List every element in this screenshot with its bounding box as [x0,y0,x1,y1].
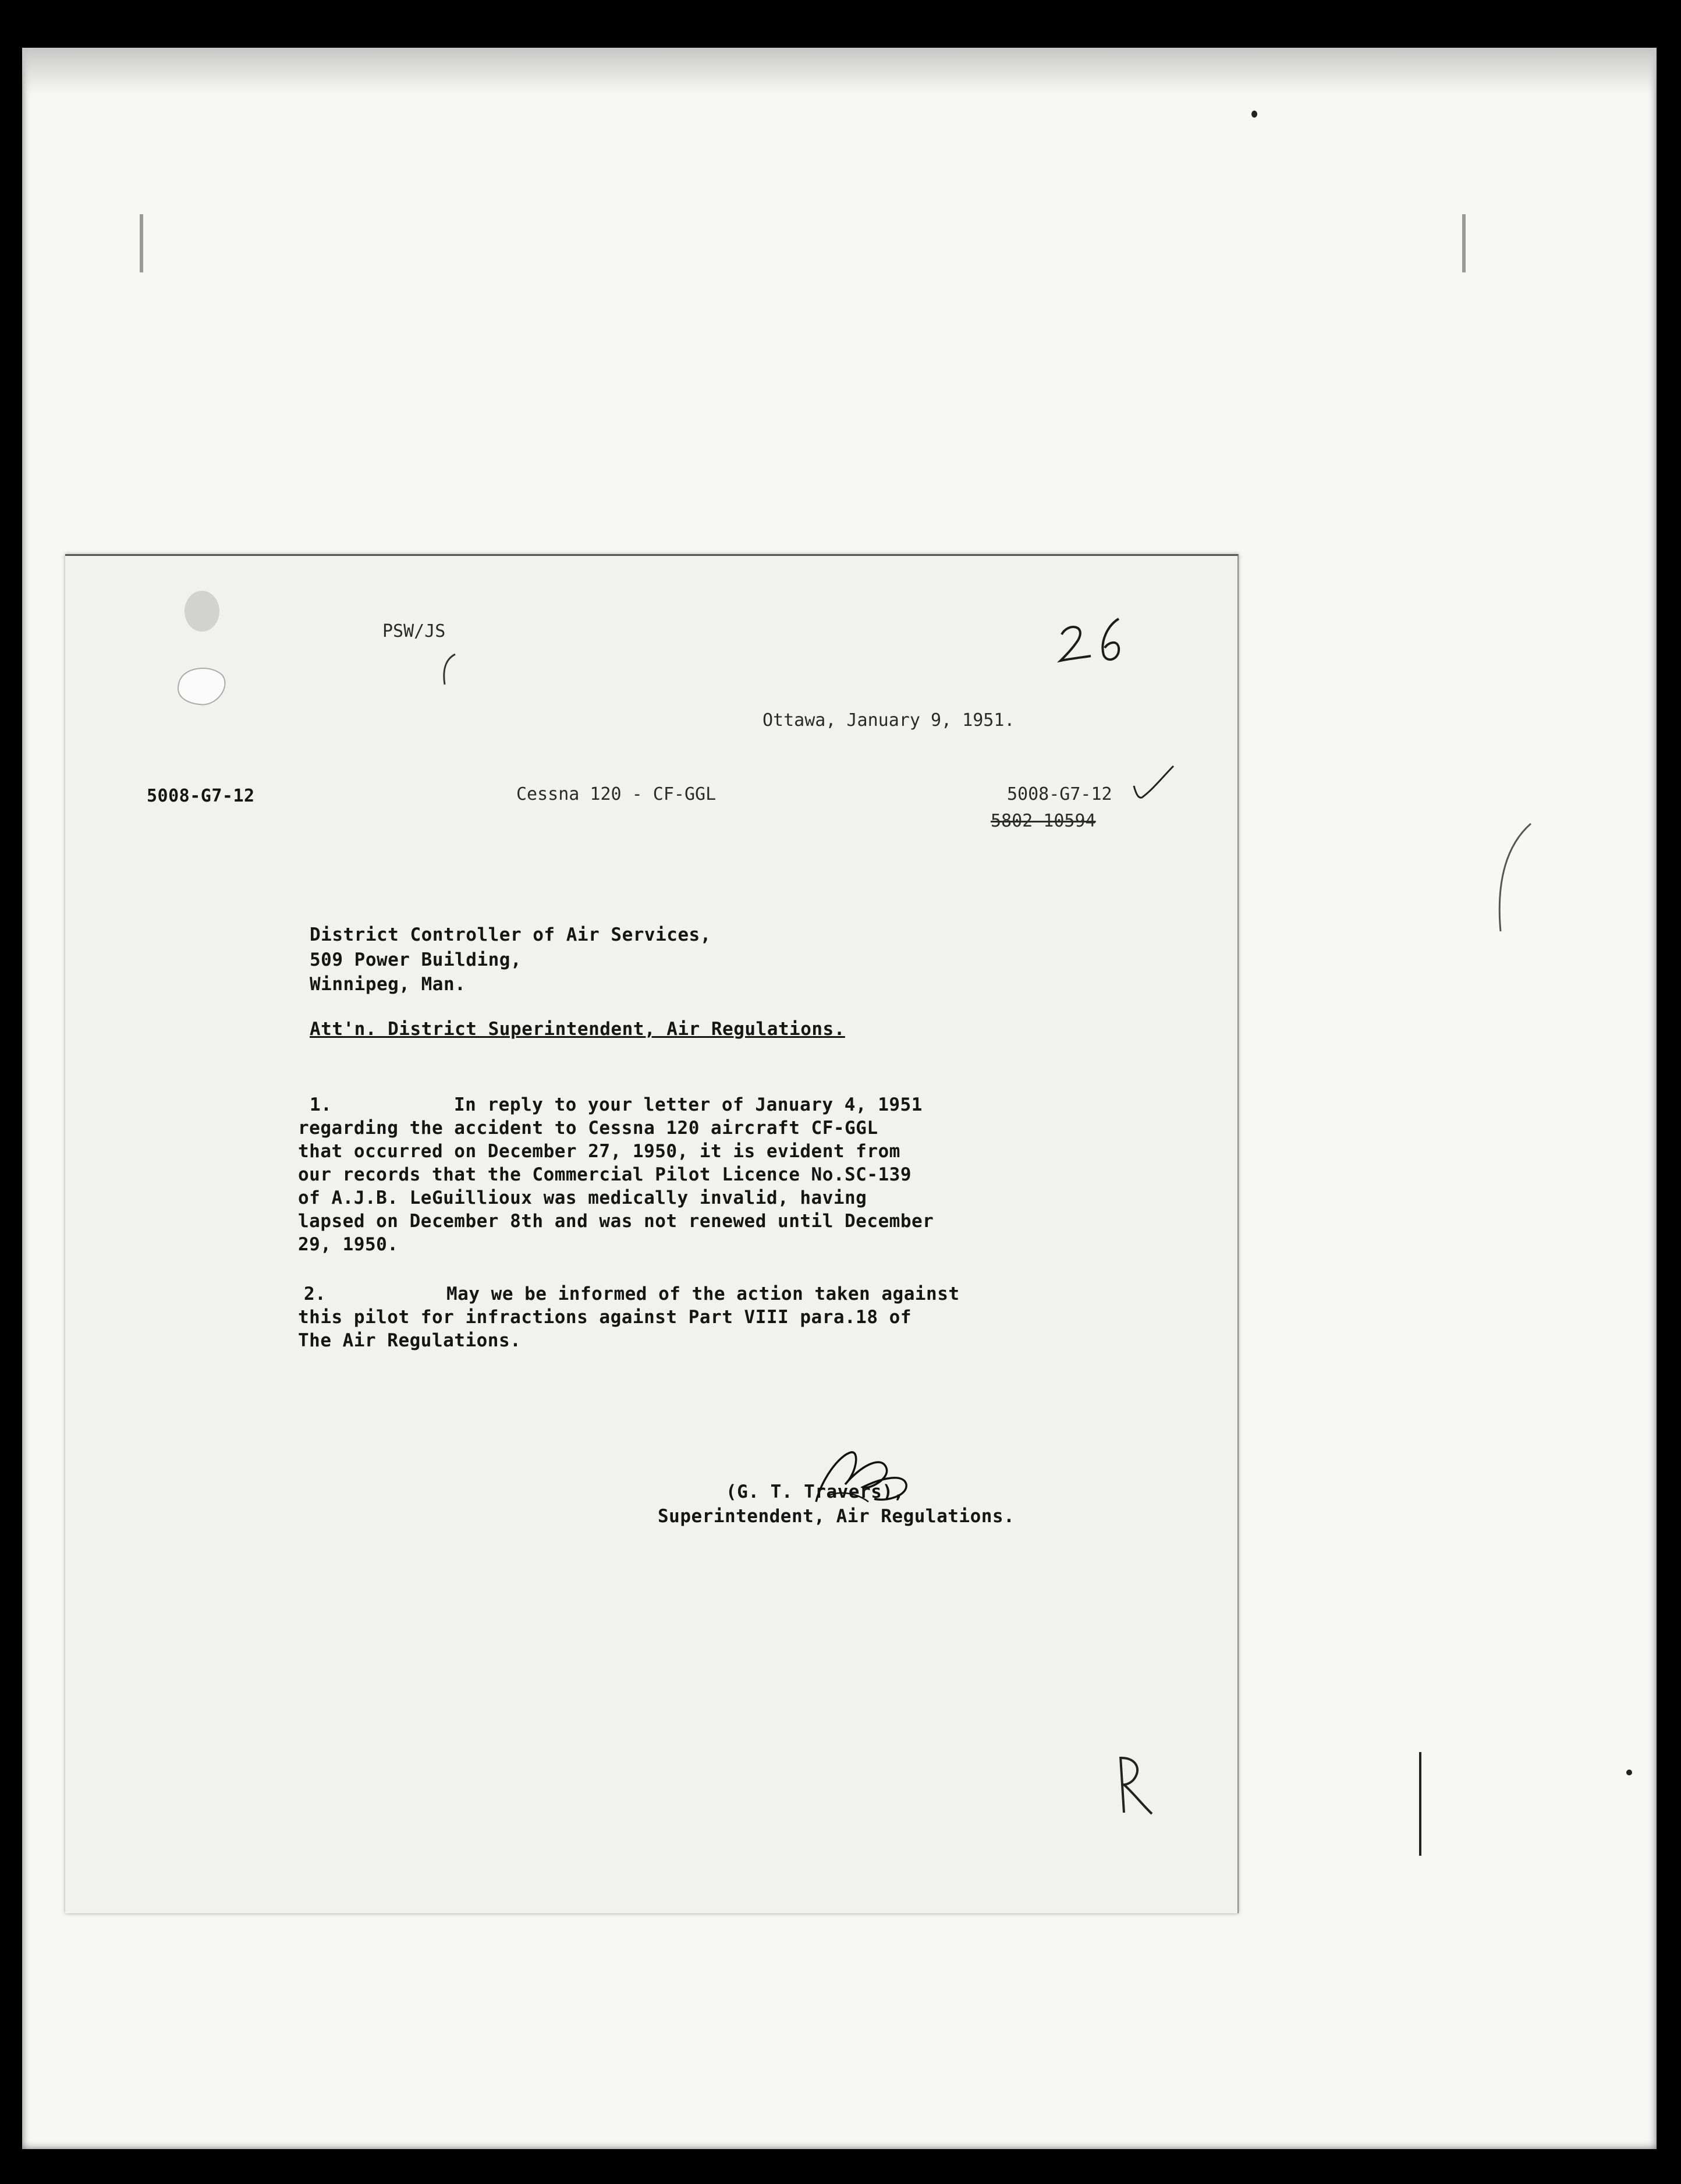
typist-initials: PSW/JS [382,621,446,641]
attention-line: Att'n. District Superintendent, Air Regulations. [310,1019,845,1040]
handwritten-initial [1110,1752,1157,1816]
scan-speck [1251,111,1257,118]
addressee-line: 509 Power Building, [310,949,522,970]
letter-sheet [65,554,1239,1913]
paragraph-1-line: In reply to your letter of January 4, 1951 [454,1094,923,1115]
signature-name: (G. T. Travers), [726,1481,905,1502]
addressee-line: District Controller of Air Services, [310,924,711,945]
file-number-left: 5008-G7-12 [147,786,255,806]
paragraph-2-line: The Air Regulations. [298,1330,522,1351]
paragraph-1-line: our records that the Commercial Pilot Licence No.SC-139 [298,1164,912,1185]
paragraph-2-line: this pilot for infractions against Part VIII para.18 of [298,1307,912,1328]
paragraph-1-line: of A.J.B. LeGuillioux was medically invalid, having [298,1187,867,1208]
file-number-right: 5008-G7-12 [1007,784,1112,804]
corner-mark-top-left [140,214,143,272]
subject-line: Cessna 120 - CF-GGL [516,784,717,804]
scan-speck [1626,1770,1632,1775]
paragraph-number: 2. [304,1284,327,1304]
pen-checkmark [1130,763,1177,803]
scan-shadow [22,48,1657,94]
pen-tick [438,652,461,687]
signature-title: Superintendent, Air Regulations. [658,1506,1015,1527]
scan-speck [185,591,219,632]
letter-date: Ottawa, January 9, 1951. [763,710,1015,731]
handwritten-page-number [1055,614,1130,666]
paragraph-1-line: regarding the accident to Cessna 120 aircraft CF-GGL [298,1118,878,1139]
paragraph-1-line: lapsed on December 8th and was not renewed until December [298,1211,934,1232]
corner-mark-top-right [1462,214,1466,272]
paragraph-1-line: 29, 1950. [298,1234,399,1255]
paragraph-1-line: that occurred on December 27, 1950, it is evident from [298,1141,900,1162]
paper-blot [170,661,234,713]
file-number-struck: 5802-10594 [991,811,1096,831]
paragraph-2-line: May we be informed of the action taken against [446,1284,960,1304]
addressee-line: Winnipeg, Man. [310,974,466,995]
paragraph-number: 1. [310,1094,332,1115]
